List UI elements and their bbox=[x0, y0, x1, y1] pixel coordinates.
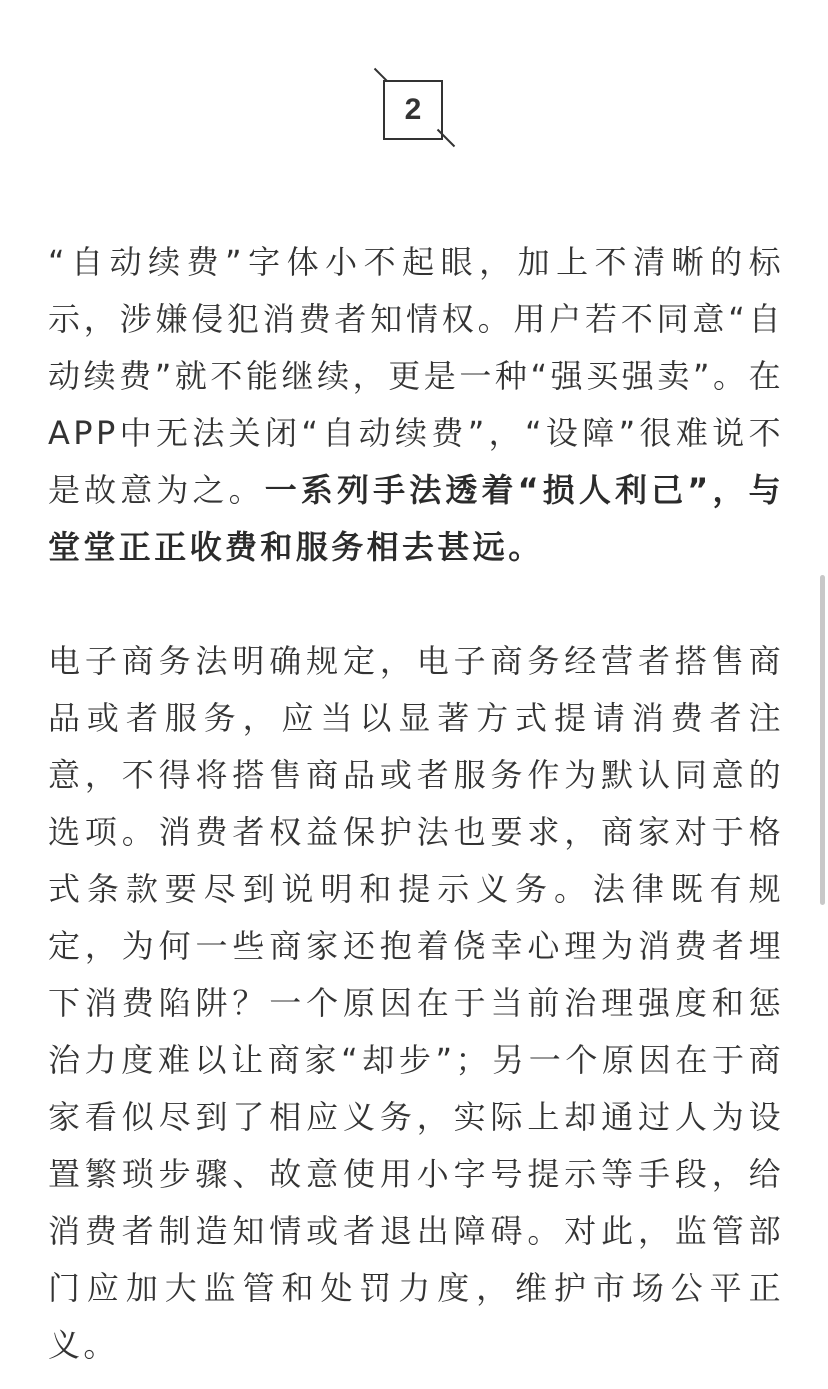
paragraph-2-text: 电子商务法明确规定，电子商务经营者搭售商品或者服务，应当以显著方式提请消费者注意，不得将搭售商品或者服务作为默认同意的选项。消费者权益保护法也要求，商家对于格式条款要尽到说明和提示义务。法律既有规定，为何一些商家还抱着侥幸心理为消费者埋下消费陷阱？一个原因在于当前治理强度和惩治力度难以让商家“却步”；另一个原因在于商家看似尽到了相应义务，实际上却通过人为设置繁琐步骤、故意使用小字号提示等手段，给消费者制造知情或者退出障碍。对此，监管部门应加大监管和处罚力度，维护市场公平正义。 bbox=[48, 642, 784, 1364]
paragraph-1-text: “自动续费”字体小不起眼，加上不清晰的标示，涉嫌侵犯消费者知情权。用户若不同意“自动续费”就不能继续，更是一种“强买强卖”。在APP中无法关闭“自动续费”，“设障”很难说不是故意为之。 bbox=[48, 243, 784, 509]
paragraph-1 bbox=[48, 234, 784, 576]
paragraph-1-emphasis: 一系列手法透着“损人利己”，与堂堂正正收费和服务相去甚远。 bbox=[48, 471, 784, 566]
section-number: 2 bbox=[404, 93, 422, 126]
article-body bbox=[48, 234, 784, 1374]
scrollbar-thumb[interactable] bbox=[820, 575, 825, 905]
section-number-badge bbox=[383, 80, 443, 140]
paragraph-2 bbox=[48, 633, 784, 1374]
